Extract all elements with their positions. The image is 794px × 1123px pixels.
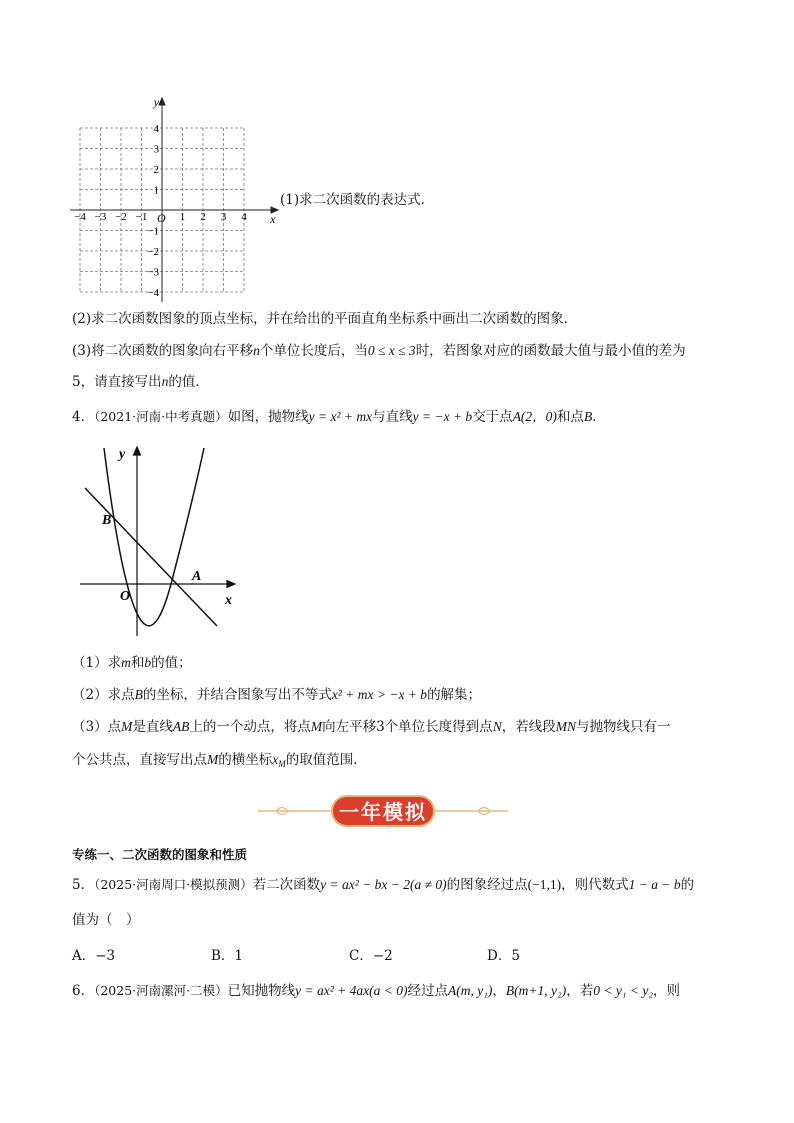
- q5-number: 5．: [72, 877, 95, 893]
- x-tick-label: 3: [220, 211, 227, 223]
- q5-option-a[interactable]: A．−3: [72, 948, 116, 964]
- section-title: 专练一、二次函数的图象和性质: [72, 847, 248, 862]
- q3-part1: (1)求二次函数的表达式．: [280, 192, 435, 208]
- x-axis-label: x: [270, 212, 276, 226]
- parabola-line-figure: [75, 444, 245, 644]
- q4-var-b: b: [144, 655, 152, 670]
- coordinate-grid-figure: [60, 92, 290, 307]
- q4-parabola-eq: y = x² + mx: [308, 409, 373, 424]
- q4-var-xm: $x_M$: [272, 752, 286, 769]
- q3-var-n: n: [161, 374, 169, 389]
- q4-var-b-point: B: [134, 687, 143, 702]
- q4-text: 的坐标，并结合图象写出不等式: [142, 687, 332, 703]
- q3-part3-text: 的值．: [168, 374, 209, 390]
- q4-text: 的值；: [151, 655, 192, 671]
- x-tick-label: 4: [241, 211, 247, 223]
- q3-var-n: n: [253, 343, 260, 358]
- origin-label: O: [120, 589, 131, 604]
- q4-part1: [72, 654, 192, 672]
- y-tick-label: −4: [147, 287, 159, 299]
- origin-label: O: [157, 211, 166, 225]
- q4-number: 4．: [72, 409, 95, 425]
- q4-text: 的取值范围．: [285, 752, 367, 768]
- q6-equation: y = ax² + 4ax(a < 0): [295, 983, 408, 998]
- q4-var-ab: AB: [172, 719, 190, 734]
- q4-point-b: B: [583, 409, 593, 424]
- q3-part3-line1: [72, 342, 686, 360]
- point-a-label: A: [192, 569, 202, 584]
- q6-text: 已知抛物线: [227, 983, 296, 999]
- q4-text: 和: [130, 655, 145, 671]
- q4-text: 和点: [556, 409, 584, 425]
- y-tick-label: 3: [153, 143, 159, 156]
- q4-line-eq: y = −x + b: [412, 409, 473, 424]
- q3-part3-text: 5，请直接写出: [72, 374, 162, 390]
- q5-source: （2025·河南周口·模拟预测）: [94, 877, 253, 892]
- q3-part3-text: 时，若图象对应的函数最大值与最小值的差为: [415, 343, 686, 359]
- y-tick-label: 1: [153, 184, 159, 197]
- q6-text: ，则: [653, 983, 681, 999]
- q5-text: 的图象经过点: [446, 877, 528, 893]
- q4-text: 上的一个动点，将点: [189, 719, 311, 735]
- q4-var-n: N: [492, 719, 502, 734]
- q4-var-m: M: [121, 719, 133, 734]
- q4-part2: [72, 686, 481, 704]
- y-axis-label: y: [153, 95, 159, 109]
- q4-text: ．: [592, 409, 606, 425]
- q5-point: (−1,1): [527, 877, 562, 892]
- y-tick-label: 2: [153, 164, 159, 176]
- point-b-label: B: [102, 513, 112, 528]
- y-tick-label: −3: [147, 266, 159, 279]
- q5-option-b[interactable]: B．1: [211, 948, 244, 964]
- q4-text: 如图，抛物线: [227, 409, 309, 425]
- banner-title: 一年模拟: [339, 800, 427, 824]
- q4-text: 个公共点，直接写出点: [72, 752, 207, 768]
- q4-source: （2021·河南·中考真题）: [94, 409, 228, 424]
- q6-point-a: A(m, y₁): [447, 983, 493, 998]
- q6-number: 6．: [72, 983, 95, 999]
- q5-line2: 值为（ ）: [72, 912, 140, 928]
- q6-point-b: B(m+1, y₂): [505, 983, 567, 998]
- q4-stem: [72, 408, 606, 426]
- q4-part3-line1: [72, 718, 670, 736]
- q4-text: （2）求点: [72, 687, 135, 703]
- q4-text: 的横坐标: [218, 752, 273, 768]
- q4-part3-line2: [72, 751, 367, 769]
- x-tick-label: −2: [115, 211, 127, 223]
- q3-part3-text: (3)将二次函数的图象向右平移: [72, 343, 254, 359]
- q6-text: 经过点: [407, 983, 448, 999]
- q4-point-a: A(2，0): [512, 409, 557, 424]
- q5-stem: [72, 876, 694, 894]
- q5-option-d[interactable]: D．5: [487, 948, 520, 964]
- y-tick-label: −2: [147, 246, 159, 258]
- x-tick-label: −4: [74, 211, 86, 223]
- q5-equation: y = ax² − bx − 2(a ≠ 0): [320, 877, 447, 892]
- q4-var-m: M: [310, 719, 323, 734]
- q6-stem: [72, 982, 680, 1000]
- q4-text: 交于点: [472, 409, 513, 425]
- q4-text: ，若线段: [501, 719, 556, 735]
- q3-part3-line2: [72, 373, 209, 391]
- y-tick-label: −1: [147, 225, 159, 238]
- section-banner: [258, 793, 508, 829]
- q4-text: （1）求: [72, 655, 122, 671]
- q4-text: 与抛物线只有一: [575, 719, 671, 735]
- y-tick-label: 4: [153, 123, 159, 135]
- q6-source: （2025·河南漯河·二模）: [94, 983, 228, 998]
- q3-part3-text: 个单位长度后，当: [259, 343, 368, 359]
- axes: [80, 447, 235, 636]
- x-tick-label: 1: [179, 211, 186, 223]
- straight-line: [85, 488, 217, 626]
- q6-text: ，: [492, 983, 506, 999]
- x-axis-label: x: [225, 593, 232, 608]
- q5-text: 若二次函数: [252, 877, 321, 893]
- q4-text: 的解集；: [427, 687, 482, 703]
- q3-part2: (2)求二次函数图象的顶点坐标，并在给出的平面直角坐标系中画出二次函数的图象．: [72, 311, 578, 327]
- parabola-curve: [104, 448, 204, 626]
- x-tick-label: −1: [135, 211, 148, 223]
- q4-text: 与直线: [372, 409, 413, 425]
- q4-var-m: M: [207, 752, 219, 767]
- q6-inequality: 0 < y₁ < y₂: [593, 983, 654, 998]
- q5-option-c[interactable]: C．−2: [349, 948, 393, 964]
- y-axis-label: y: [119, 447, 126, 462]
- q3-range: 0 ≤ x ≤ 3: [367, 343, 416, 358]
- q4-inequality: x² + mx > −x + b: [331, 687, 428, 702]
- q5-text: ，则代数式: [561, 877, 629, 893]
- q5-text: 的: [680, 877, 695, 893]
- q4-var-mn: MN: [555, 719, 576, 734]
- q5-expression: 1 − a − b: [628, 877, 681, 892]
- q4-text: 是直线: [132, 719, 173, 735]
- q4-text: 向左平移3个单位长度得到点: [322, 719, 493, 735]
- q6-text: ，若: [566, 983, 594, 999]
- x-tick-label: 2: [200, 211, 206, 223]
- q4-text: （3）点: [72, 719, 122, 735]
- x-tick-label: −3: [94, 211, 107, 223]
- q4-var-m: m: [121, 655, 131, 670]
